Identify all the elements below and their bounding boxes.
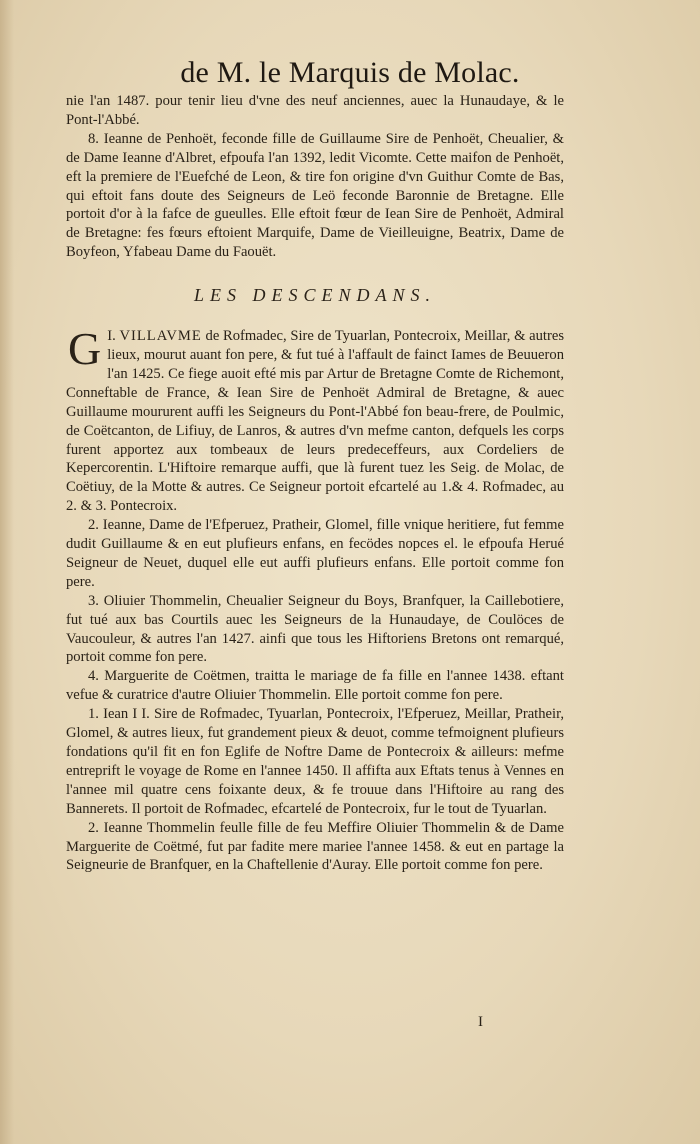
paragraph-descendant-2: 2. Ieanne, Dame de l'Efperuez, Pratheir, Glomel, fille vnique heritiere, fut femme dudit Guillaume & en eut plufieurs enfans, en fecödes nopces el. le efpoufa Herué Seigneur de Neuet, duquel elle eut auffi plufieurs enfans. Elle portoit comme fon pere. [66,517,564,590]
running-header: de M. le Marquis de Molac. [180,56,520,89]
first-word: VILLAVME [119,328,202,345]
drop-cap-letter: G [68,323,102,375]
page-body [66,92,564,875]
intro-continuation: nie l'an 1487. pour tenir lieu d'vne des neuf anciennes, auec la Hunaudaye, & le Pont-l'Abbé. [66,93,564,128]
paragraph-descendant-3: 3. Oliuier Thommelin, Cheualier Seigneur du Boys, Branfquer, la Caillebotiere, fut tué aux bas Courtils auec les Seigneurs de la Hunaudaye, de Coulöces de Vaucouleur, & autres l'an 1427. ainfi que tous les Hiftoriens Bretons ont remarqué, portoit comme fon pere. [66,592,564,666]
paragraph-number: I. [107,328,116,345]
signature-mark: I [478,1014,483,1030]
paragraph-descendant-4: 4. Marguerite de Coëtmen, traitta le mariage de fa fille en l'annee 1438. eftant vefue & curatrice d'autre Oliuier Thommelin. Elle portoit comme fon pere. [66,668,564,704]
section-heading: LES DESCENDANS. [193,285,436,306]
paragraph-8: 8. Ieanne de Penhoët, feconde fille de Guillaume Sire de Penhoët, Cheualier, & de Dame Ieanne d'Albret, efpoufa l'an 1392, ledit Vicomte. Cette maifon de Penhoët, eft la premiere de l'Euefché de Leon, & tire fon origine d'vn Guithur Comte de Bas, qui eftoit fans doute des Seigneurs de Leö feconde Baronnie de Bretagne. Elle portoit d'or à la fafce de gueulles. Elle eftoit fœur de Iean Sire de Penhoët, Admiral de Bretagne: fes fœurs eftoient Marquife, Dame de Vieilleuigne, Beatrix, Dame de Boyfeon, Yfabeau Dame du Faouët. [66,130,564,261]
page-gutter-shadow [0,0,14,1144]
paragraph-text: de Rofmadec, Sire de Tyuarlan, Pontecroix, Meillar, & autres lieux, mourut auant fon pere, & fut tué à l'affault de fainct Iames de Beuueron l'an 1425. Ce fiege auoit efté mis par Artur de Bretagne Comte de Richemont, Conneftable de France, & Iean Sire de Penhoët Admiral de Bretagne, & auec Guillaume moururent auffi les Seigneurs du Pont-l'Abbé fon beau-frere, de Poulmic, de Coëtcanton, de Lifiuy, de Lanros, & autres d'vn mefme canton, defquels les corps furent apportez aux tombeaux de leurs predeceffeurs, aux Cordeliers de Kepercorentin. L'Hiftoire remarque auffi, que là furent tuez les Seig. de Molac, de Coëtiuy, de la Motte & autres. Ce Seigneur portoit efcartelé au 1.& 4. Rofmadec, au 2. & 3. Pontecroix. [66,328,564,515]
paragraph-generation-2-1: 1. Iean I I. Sire de Rofmadec, Tyuarlan, Pontecroix, l'Efperuez, Meillar, Pratheir, Glomel, & autres lieux, fut grandement pieux & deuot, comme tefmoignent plufieurs fondations qu'il fit en fon Eglife de Noftre Dame de Pontecroix & ailleurs: mefme entreprift le voyage de Rome en l'annee 1450. Il affifta aux Eftats tenus à Vennes en l'annee mil quatre cens foixante deux, & fe trouue dans l'Hiftoire au rang des Bannerets. Il portoit de Rofmadec, efcartelé de Pontecroix, fur le tout de Tyuarlan. [66,706,564,817]
paragraph-descendant-1 [66,323,564,516]
paragraph-generation-2-2: 2. Ieanne Thommelin feulle fille de feu Meffire Oliuier Thommelin & de Dame Marguerite de Coëtmé, fut par fadite mere mariee l'annee 1458. & eut en partage la Seigneurie de Branfquer, en la Chaftellenie d'Auray. Elle portoit comme fon pere. [66,819,564,874]
